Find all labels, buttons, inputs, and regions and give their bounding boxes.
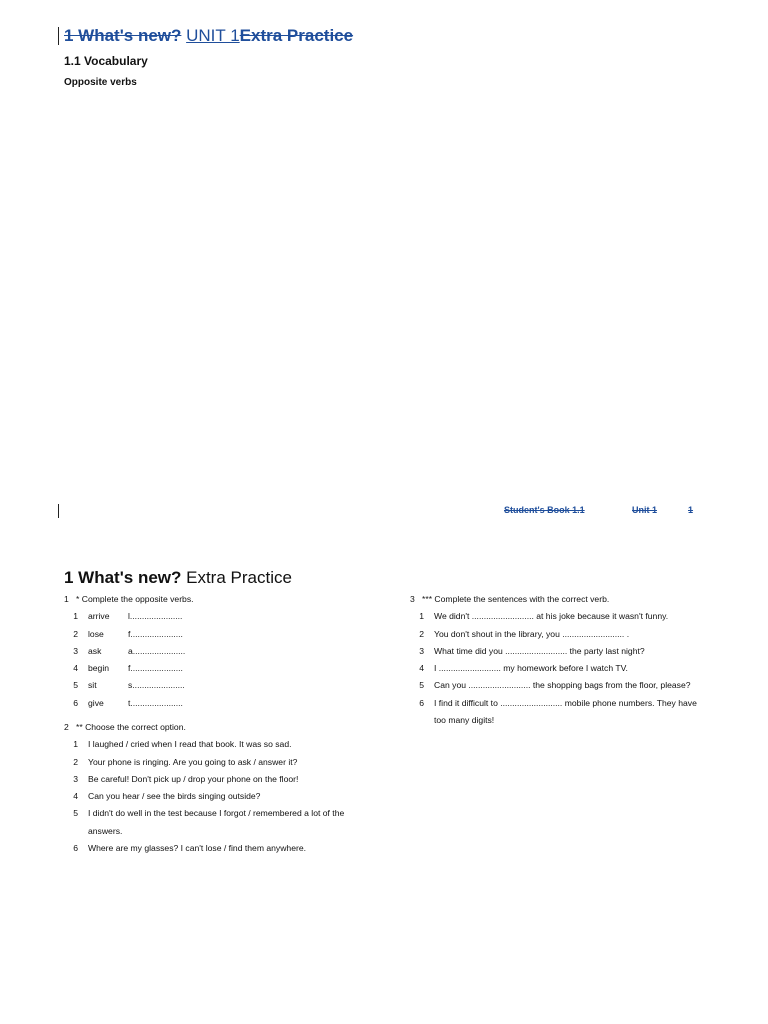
item-number: 6 [73, 843, 78, 854]
item-text: Can you .......................... the shopping bags from the floor, please? [434, 680, 691, 691]
item-number: 5 [73, 808, 78, 819]
item-text-continued: too many digits! [434, 715, 495, 726]
unit-label: UNIT 1 [186, 26, 240, 45]
item-answer-blank: a...................... [128, 645, 186, 656]
item-number: 1 [73, 611, 78, 622]
item-word: begin [88, 663, 110, 674]
exercise-3 [410, 591, 740, 729]
indent [64, 823, 88, 840]
page2-title-bold: 1 What's new? [64, 568, 182, 587]
list-item [64, 840, 394, 857]
item-number: 4 [73, 663, 78, 674]
item-answer-blank: l...................... [128, 611, 183, 622]
item-answer-blank: f...................... [128, 663, 183, 674]
exercise-3-instruction [410, 591, 740, 608]
item-number: 2 [73, 628, 78, 639]
footer-book: Student's Book 1.1 [504, 505, 585, 515]
list-item [410, 660, 740, 677]
item-number: 4 [73, 791, 78, 802]
list-item [64, 608, 364, 625]
list-item [64, 754, 394, 771]
item-text: I laughed / cried when I read that book. It was so sad. [88, 739, 292, 750]
exercise-1-instruction [64, 591, 364, 608]
extra-practice-strike: Extra Practice [239, 26, 354, 45]
item-text: Be careful! Don't pick up / drop your phone on the floor! [88, 773, 299, 784]
exercise-number: 2 [64, 722, 69, 732]
list-item [410, 677, 740, 694]
item-answer-blank: t...................... [128, 697, 183, 708]
list-item [410, 626, 740, 643]
exercise-2-instruction [64, 719, 394, 736]
item-text: We didn't .......................... at his joke because it wasn't funny. [434, 611, 669, 622]
item-text: I find it difficult to .......................... mobile phone numbers. They have [434, 697, 697, 708]
section-heading: 1.1 Vocabulary [64, 54, 148, 68]
text-cursor [58, 27, 59, 45]
instruction-text: *** Complete the sentences with the correct verb. [422, 594, 610, 604]
item-number: 1 [419, 611, 424, 622]
list-item [410, 608, 740, 625]
item-number: 3 [73, 645, 78, 656]
item-text: I didn't do well in the test because I forgot / remembered a lot of the [88, 808, 345, 819]
list-item [64, 677, 364, 694]
list-item-continuation [410, 712, 740, 729]
instruction-text: * Complete the opposite verbs. [76, 594, 194, 604]
exercise-1 [64, 591, 364, 712]
item-word: lose [88, 628, 104, 639]
list-item [64, 626, 364, 643]
exercise-1-items [64, 608, 364, 712]
item-text: What time did you .......................... the party last night? [434, 645, 645, 656]
list-item [64, 771, 394, 788]
item-word: sit [88, 680, 97, 691]
item-number: 6 [419, 697, 424, 708]
list-item [410, 643, 740, 660]
item-number: 5 [419, 680, 424, 691]
item-text-continued: answers. [88, 825, 123, 836]
item-number: 4 [419, 663, 424, 674]
list-item [64, 643, 364, 660]
item-number: 1 [73, 739, 78, 750]
footer-page: 1 [688, 505, 694, 515]
item-number: 3 [73, 773, 78, 784]
item-word: arrive [88, 611, 110, 622]
item-text: Where are my glasses? I can't lose / find them anywhere. [88, 843, 307, 854]
item-text: You don't shout in the library, you .......................... . [434, 628, 630, 639]
indent [410, 712, 434, 729]
exercise-number: 1 [64, 594, 69, 604]
item-text: Your phone is ringing. Are you going to ask / answer it? [88, 756, 298, 767]
list-item [64, 660, 364, 677]
item-answer-blank: s...................... [128, 680, 185, 691]
item-number: 3 [419, 645, 424, 656]
exercise-number: 3 [410, 594, 415, 604]
list-item [64, 695, 364, 712]
exercise-3-items [410, 608, 740, 729]
item-number: 5 [73, 680, 78, 691]
exercise-2-items [64, 736, 394, 857]
item-word: ask [88, 645, 102, 656]
item-word: give [88, 697, 104, 708]
item-number: 2 [73, 756, 78, 767]
item-number: 2 [419, 628, 424, 639]
list-item-continuation [64, 823, 394, 840]
list-item [64, 788, 394, 805]
list-item [64, 736, 394, 753]
list-item [64, 805, 394, 822]
subsection-heading: Opposite verbs [64, 77, 137, 88]
item-answer-blank: f...................... [128, 628, 183, 639]
item-text: I .......................... my homework before I watch TV. [434, 663, 628, 674]
footer-unit: Unit 1 [632, 505, 658, 515]
item-text: Can you hear / see the birds singing outside? [88, 791, 261, 802]
title-strike-text: 1 What's new? [64, 26, 182, 45]
list-item [410, 695, 740, 712]
page2-title-normal: Extra Practice [186, 568, 292, 587]
text-cursor-2 [58, 504, 59, 518]
instruction-text: ** Choose the correct option. [76, 722, 186, 732]
exercise-2 [64, 719, 394, 857]
page-title [64, 26, 353, 46]
item-number: 6 [73, 697, 78, 708]
page2-title [64, 568, 292, 588]
